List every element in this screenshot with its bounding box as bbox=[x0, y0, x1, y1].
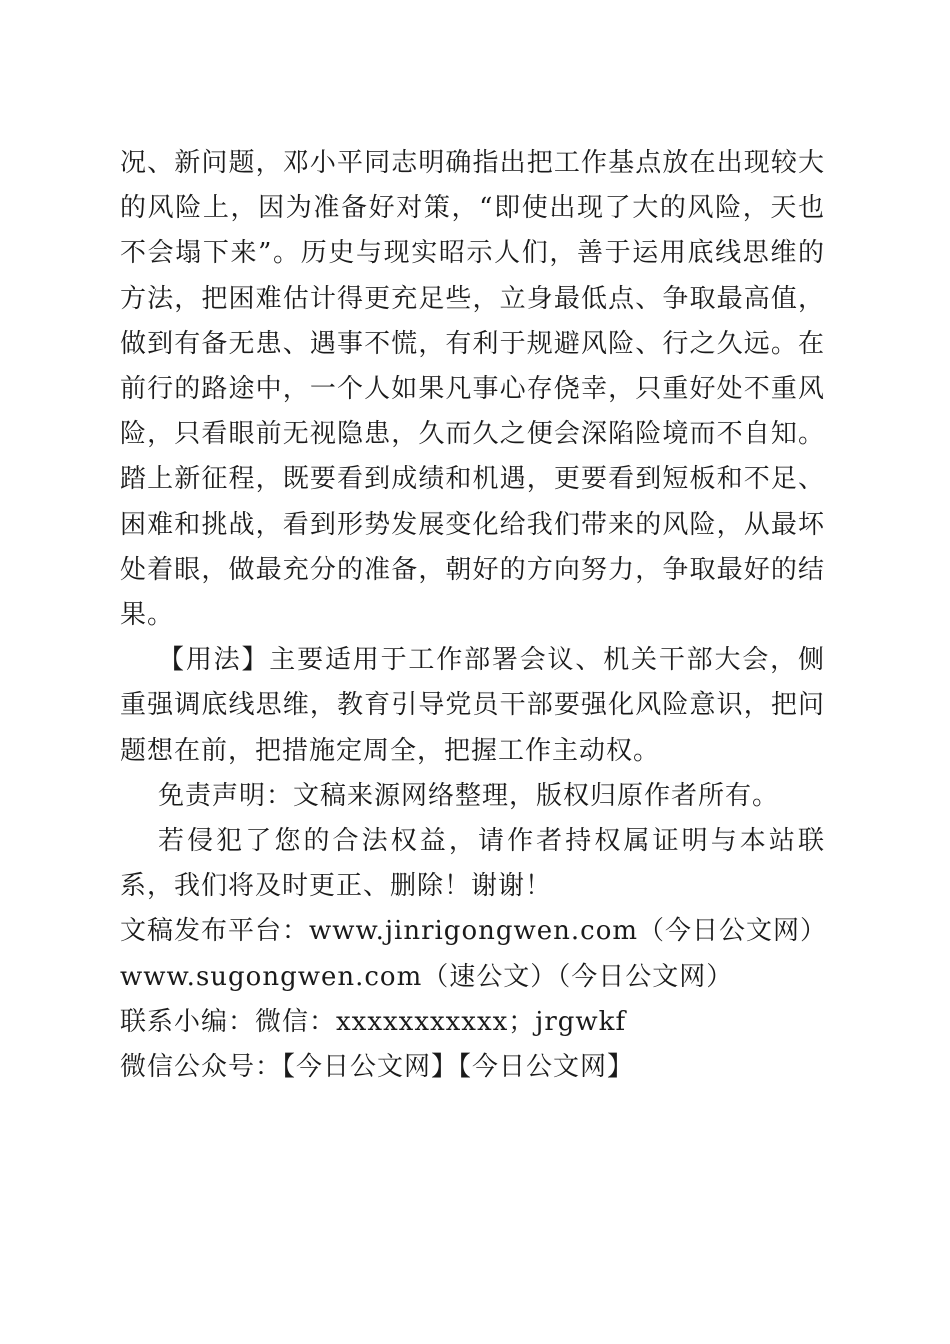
publish-platform-text: 文稿发布平台：www.jinrigongwen.com（今日公文网） bbox=[120, 916, 828, 947]
document-body bbox=[120, 141, 828, 1090]
disclaimer-text: 免责声明：文稿来源网络整理，版权归原作者所有。 bbox=[158, 780, 780, 811]
wechat-account-text: 微信公众号：【今日公文网】【今日公文网】 bbox=[120, 1052, 635, 1083]
usage-paragraph: 【用法】主要适用于工作部署会议、机关干部大会，侧重强调底线思维，教育引导党员干部要强化风险意识，把问题想在前，把措施定周全，把握工作主动权。 bbox=[120, 645, 825, 766]
contact-editor-text: 联系小编：微信：xxxxxxxxxxx；jrgwkf bbox=[120, 1006, 627, 1037]
infringement-notice: 若侵犯了您的合法权益，请作者持权属证明与本站联系，我们将及时更正、删除！谢谢！ bbox=[120, 826, 825, 902]
secondary-site-text: www.sugongwen.com（速公文）（今日公文网） bbox=[120, 961, 734, 992]
body-paragraph: 况、新问题，邓小平同志明确指出把工作基点放在出现较大的风险上，因为准备好对策，“即使出现了大的风险，天也不会塌下来”。历史与现实昭示人们，善于运用底线思维的方法，把困难估计得更充足些，立身最低点、争取最高值，做到有备无患、遇事不慌，有利于规避风险、行之久远。在前行的路途中，一个人如果凡事心存侥幸，只重好处不重风险，只看眼前无视隐患，久而久之便会深陷险境而不自知。踏上新征程，既要看到成绩和机遇，更要看到短板和不足、困难和挑战，看到形势发展变化给我们带来的风险，从最坏处着眼，做最充分的准备，朝好的方向努力，争取最好的结果。 bbox=[120, 148, 825, 631]
